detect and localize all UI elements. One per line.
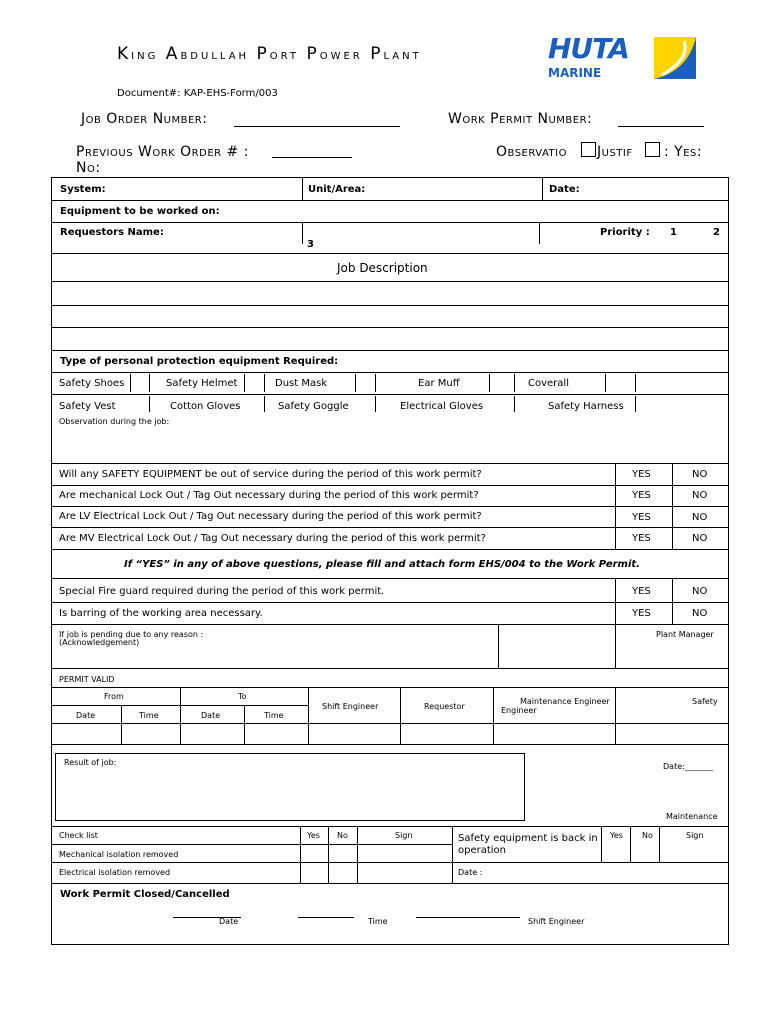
- q4-no[interactable]: NO: [692, 533, 708, 544]
- ppe-coverall: Coverall: [528, 378, 569, 389]
- closed-label: Work Permit Closed/Cancelled: [60, 889, 230, 900]
- engineer-label: Engineer: [501, 706, 537, 715]
- work-permit-form: [51, 177, 729, 945]
- safety-back-no: No: [642, 831, 653, 840]
- fire-guard-yes[interactable]: YES: [632, 586, 651, 597]
- from-time-label: Time: [139, 711, 159, 720]
- q2-no[interactable]: NO: [692, 490, 708, 501]
- safety-back-sign: Sign: [686, 831, 704, 840]
- question-mv-loto: Are MV Electrical Lock Out / Tag Out necessary during the period of this work permit?: [59, 533, 486, 544]
- ppe-safety-helmet: Safety Helmet: [166, 378, 238, 389]
- safety-label: Safety: [692, 697, 718, 706]
- acknowledgement-label: (Acknowledgement): [59, 638, 140, 647]
- ppe-ear-muff: Ear Muff: [418, 378, 460, 389]
- ppe-safety-goggle: Safety Goggle: [278, 401, 349, 412]
- previous-order-field[interactable]: [272, 143, 352, 158]
- barring-yes[interactable]: YES: [632, 608, 651, 619]
- ppe-safety-vest: Safety Vest: [59, 401, 116, 412]
- title-word-5: Plant: [370, 44, 422, 64]
- ppe-cotton-gloves: Cotton Gloves: [170, 401, 241, 412]
- closed-shift-label: Shift Engineer: [528, 917, 585, 926]
- unit-area-label: Unit/Area:: [308, 184, 366, 195]
- closed-date-label: Date: [219, 917, 239, 926]
- question-mechanical-loto: Are mechanical Lock Out / Tag Out necessary during the period of this work permit?: [59, 490, 479, 501]
- result-box[interactable]: [55, 753, 525, 821]
- logo-sub: MARINE: [548, 66, 602, 80]
- work-permit-field[interactable]: [618, 112, 704, 127]
- q4-yes[interactable]: YES: [632, 533, 651, 544]
- checklist-sign: Sign: [395, 831, 413, 840]
- closed-shift-line[interactable]: [416, 917, 520, 918]
- justif-checkbox[interactable]: [645, 142, 660, 157]
- system-label: System:: [60, 184, 106, 195]
- elec-isolation-label: Electrical isolation removed: [59, 868, 171, 877]
- previous-order-label: Previous Work Order # :: [76, 144, 249, 160]
- barring-label: Is barring of the working area necessary.: [59, 608, 263, 619]
- yes-label: : Yes:: [664, 144, 703, 160]
- title-word-1: King: [117, 44, 159, 64]
- requestor-col-label: Requestor: [424, 702, 465, 711]
- justif-label: Justif: [597, 144, 633, 160]
- maintenance-engineer-label: Maintenance Engineer: [520, 697, 610, 706]
- priority-3[interactable]: 3: [307, 239, 314, 250]
- from-label: From: [104, 692, 124, 701]
- to-date-label: Date: [201, 711, 221, 720]
- logo-icon: [654, 37, 696, 79]
- checklist-label: Check list: [59, 831, 98, 840]
- safety-back-label: Safety equipment is back in operation: [458, 833, 598, 856]
- checklist-no: No: [337, 831, 348, 840]
- fire-guard-label: Special Fire guard required during the period of this work permit.: [59, 586, 385, 597]
- result-label: Result of job:: [64, 758, 117, 767]
- closed-time-label: Time: [368, 917, 388, 926]
- barring-no[interactable]: NO: [692, 608, 708, 619]
- q1-yes[interactable]: YES: [632, 469, 651, 480]
- q3-yes[interactable]: YES: [632, 512, 651, 523]
- date-label: Date:: [549, 184, 580, 195]
- ppe-dust-mask: Dust Mask: [275, 378, 328, 389]
- no-label: No:: [76, 160, 101, 176]
- title-word-4: Power: [306, 44, 363, 64]
- title-word-3: Port: [256, 44, 299, 64]
- priority-label: Priority :: [600, 227, 650, 238]
- note-attach-form: If “YES” in any of above questions, please fill and attach form EHS/004 to the Work Permit.: [124, 559, 640, 570]
- job-order-field[interactable]: [234, 112, 400, 127]
- ppe-electrical-gloves: Electrical Gloves: [400, 401, 484, 412]
- requestor-label: Requestors Name:: [60, 227, 164, 238]
- ppe-label: Type of personal protection equipment Required:: [60, 356, 339, 367]
- pending-label: If job is pending due to any reason :: [59, 630, 204, 639]
- q1-no[interactable]: NO: [692, 469, 708, 480]
- ppe-safety-shoes: Safety Shoes: [59, 378, 125, 389]
- closed-time-line[interactable]: [298, 917, 354, 918]
- title-word-2: Abdullah: [165, 44, 250, 64]
- to-label: To: [238, 692, 247, 701]
- checklist-yes: Yes: [307, 831, 320, 840]
- question-safety-equipment: Will any SAFETY EQUIPMENT be out of service during the period of this work permit?: [59, 469, 482, 480]
- logo-brand: HUTA: [548, 32, 629, 65]
- from-date-label: Date: [76, 711, 96, 720]
- q2-yes[interactable]: YES: [632, 490, 651, 501]
- priority-2[interactable]: 2: [713, 227, 720, 238]
- q3-no[interactable]: NO: [692, 512, 708, 523]
- priority-1[interactable]: 1: [670, 227, 677, 238]
- work-permit-label: Work Permit Number:: [448, 111, 593, 127]
- question-lv-loto: Are LV Electrical Lock Out / Tag Out necessary during the period of this work permit?: [59, 511, 482, 522]
- mech-isolation-label: Mechanical isolation removed: [59, 850, 179, 859]
- shift-engineer-label: Shift Engineer: [322, 702, 379, 711]
- observation-label: Observatio: [496, 144, 567, 160]
- equipment-label: Equipment to be worked on:: [60, 206, 220, 217]
- to-time-label: Time: [264, 711, 284, 720]
- ppe-safety-harness: Safety Harness: [548, 401, 624, 412]
- dated-label: Date:_______: [663, 762, 713, 771]
- document-number: Document#: KAP-EHS-Form/003: [117, 88, 278, 99]
- job-description-label: Job Description: [337, 261, 428, 275]
- maintenance-label: Maintenance: [666, 812, 718, 821]
- observation-checkbox[interactable]: [581, 142, 596, 157]
- job-order-label: Job Order Number:: [81, 111, 208, 127]
- date-colon-label: Date :: [458, 868, 483, 877]
- plant-manager-label: Plant Manager: [656, 630, 714, 639]
- observation-label: Observation during the job:: [59, 417, 170, 426]
- safety-back-yes: Yes: [610, 831, 623, 840]
- page-title: [117, 44, 422, 64]
- fire-guard-no[interactable]: NO: [692, 586, 708, 597]
- permit-valid-label: PERMIT VALID: [59, 675, 115, 684]
